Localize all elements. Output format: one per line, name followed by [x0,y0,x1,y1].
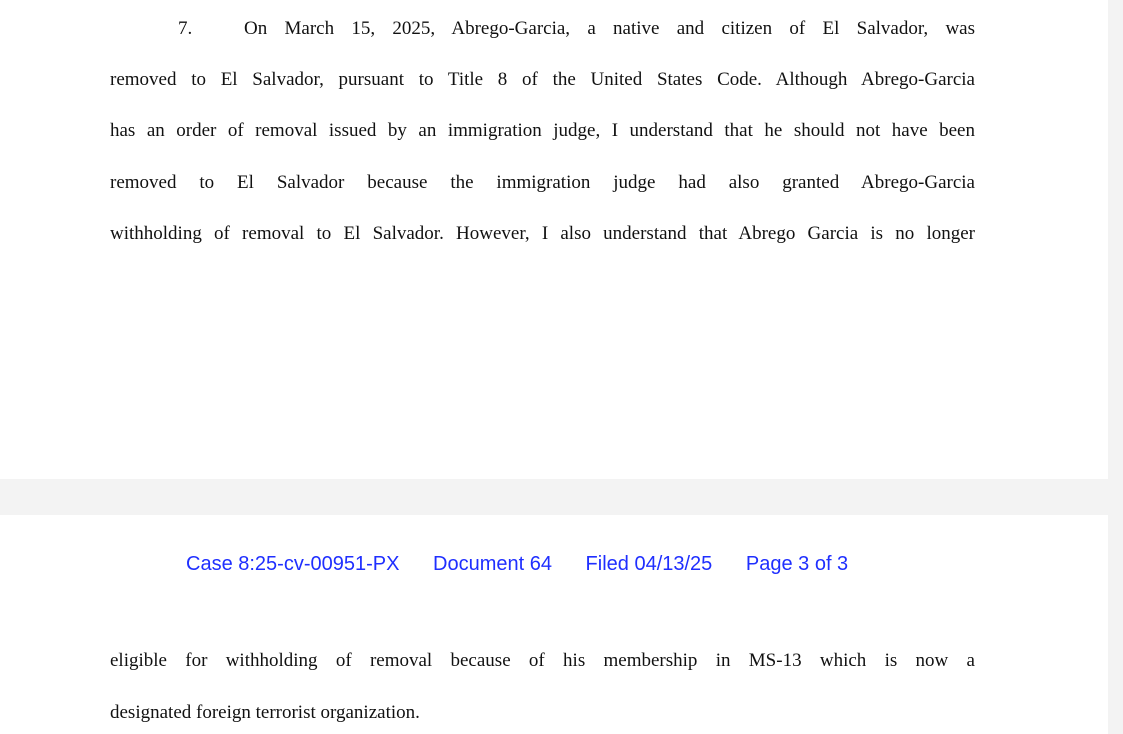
body-line-2: removed to El Salvador, pursuant to Title 8 of the United States Code. Although Abrego-Garcia [110,69,975,90]
body-line-3: has an order of removal issued by an immigration judge, I understand that he should not have been [110,120,975,141]
filed-date: Filed 04/13/25 [585,553,713,575]
body-line-5: withholding of removal to El Salvador. However, I also understand that Abrego Garcia is no longer [110,223,975,244]
body-line-4: removed to El Salvador because the immigration judge had also granted Abrego-Garcia [110,172,975,193]
body-line-6: eligible for withholding of removal because of his membership in MS-13 which is now a [110,650,975,671]
case-number: Case 8:25-cv-00951-PX [186,553,400,575]
paragraph-number: 7. [178,18,193,39]
body-line-7: designated foreign terrorist organization. [110,702,420,723]
document-number: Document 64 [433,553,552,575]
page-separator [0,479,1108,515]
vertical-scrollbar[interactable] [1108,0,1123,734]
case-header [186,551,848,577]
page-number: Page 3 of 3 [745,553,849,575]
body-line-1: On March 15, 2025, Abrego-Garcia, a native and citizen of El Salvador, was [244,18,975,39]
